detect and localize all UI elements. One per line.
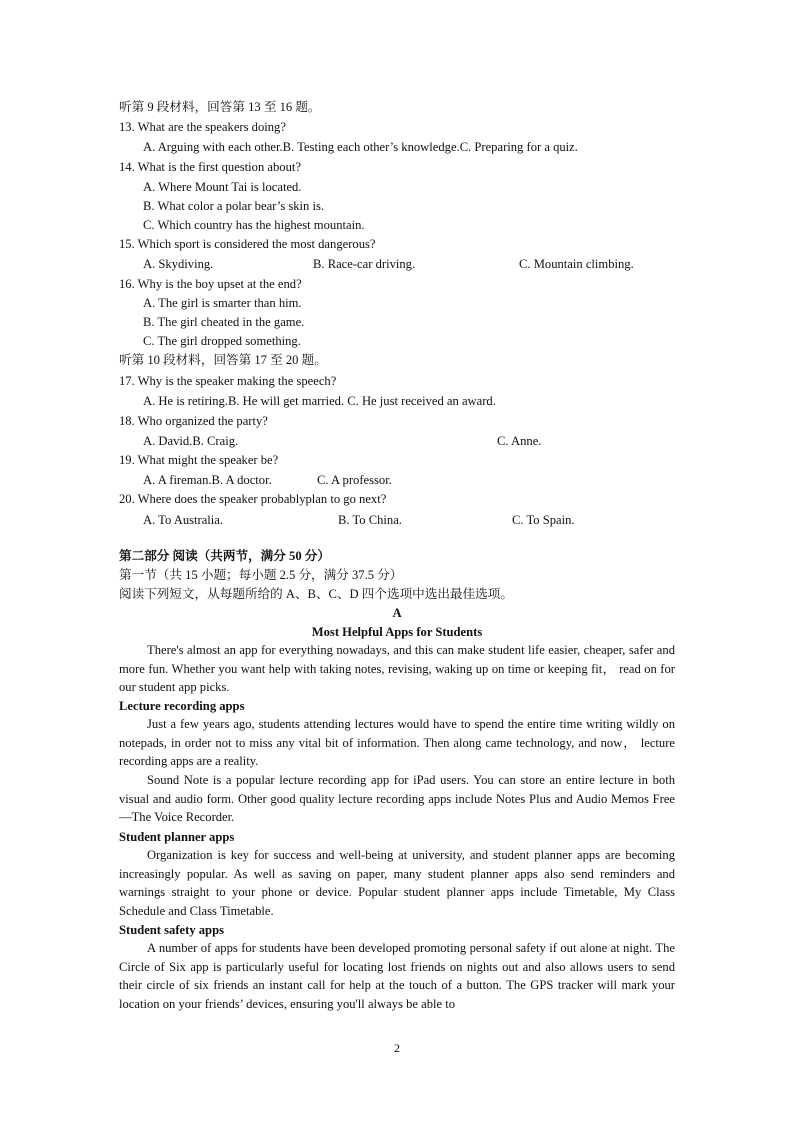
question-18-option-c: C. Anne. [497,434,542,448]
intro-text: There's almost an app for everything nowadays, and this can make student life easier, cheaper, safer and more fun. Whether you want help with taking notes, revising, waking up on time or keeping fit， read on for our student app picks. [119,643,675,695]
question-18-options-ab: A. David.B. Craig. [143,434,239,448]
paragraph-lecture-2 [119,771,675,827]
question-19-option-c: C. A professor. [317,473,392,487]
question-20-option-b: B. To China. [338,513,402,527]
question-19-options-ab: A. A fireman.B. A doctor. [143,473,272,487]
question-13-options: A. Arguing with each other.B. Testing each other’s knowledge.C. Preparing for a quiz. [143,140,578,154]
question-14-option-a: A. Where Mount Tai is located. [143,180,302,194]
question-16-option-b: B. The girl cheated in the game. [143,315,305,329]
question-15: 15. Which sport is considered the most dangerous? [119,237,376,251]
question-20: 20. Where does the speaker probablyplan to go next? [119,492,387,506]
question-16-option-c: C. The girl dropped something. [143,334,301,348]
question-17-options: A. He is retiring.B. He will get married. C. He just received an award. [143,394,496,408]
question-13: 13. What are the speakers doing? [119,120,286,134]
paragraph-lecture-1 [119,715,675,771]
question-20-option-c: C. To Spain. [512,513,575,527]
question-20-option-a: A. To Australia. [143,513,224,527]
question-15-option-c: C. Mountain climbing. [519,257,634,271]
section-10-heading: 听第 10 段材料，回答第 17 至 20 题。 [119,353,327,367]
reading-instructions: 阅读下列短文，从每题所给的 A、B、C、D 四个选项中选出最佳选项。 [119,587,513,601]
paragraph-safety [119,939,675,1013]
paragraph-lecture-1-text: Just a few years ago, students attending lectures would have to spend the entire time writing wildly on notepads, in order not to miss any vital bit of information. Then along came technology, and now， lecture recording apps are a reality. [119,717,675,769]
part-two-title: 第二部分 阅读（共两节，满分 50 分） [119,549,330,563]
section-9-heading: 听第 9 段材料，回答第 13 至 16 题。 [119,100,321,114]
heading-lecture-recording: Lecture recording apps [119,699,245,713]
page-number: 2 [394,1041,400,1055]
question-14: 14. What is the first question about? [119,160,301,174]
question-15-option-b: B. Race-car driving. [313,257,416,271]
paragraph-planner [119,846,675,920]
heading-student-planner: Student planner apps [119,830,235,844]
question-14-option-c: C. Which country has the highest mountain. [143,218,365,232]
question-17: 17. Why is the speaker making the speech? [119,374,337,388]
question-16: 16. Why is the boy upset at the end? [119,277,302,291]
passage-intro-paragraph [119,641,675,697]
question-19: 19. What might the speaker be? [119,453,279,467]
passage-title: Most Helpful Apps for Students [311,625,483,639]
paragraph-safety-text: A number of apps for students have been developed promoting personal safety if out alone at night. The Circle of Six app is particularly useful for locating lost friends on nights out and also allows users to send their circle of six friends an instant call for help at the touch of a button. The GPS tracker will mark your location on your friends’ devices, ensuring you'll always be able to [119,941,675,1011]
paragraph-planner-text: Organization is key for success and well-being at university, and student planner apps are becoming increasingly popular. As well as saving on paper, many student planner apps also send reminders and warnings straight to your phone or device. Popular student planner apps include Timetable, My Class Schedule and Class Timetable. [119,848,675,918]
heading-student-safety: Student safety apps [119,923,224,937]
question-14-option-b: B. What color a polar bear’s skin is. [143,199,325,213]
question-18: 18. Who organized the party? [119,414,268,428]
passage-letter: A [392,606,402,620]
paragraph-lecture-2-text: Sound Note is a popular lecture recording app for iPad users. You can store an entire lecture in both visual and audio form. Other good quality lecture recording apps include Notes Plus and Audio Memos Free—The Voice Recorder. [119,773,675,825]
question-16-option-a: A. The girl is smarter than him. [143,296,302,310]
section-one-title: 第一节（共 15 小题；每小题 2.5 分，满分 37.5 分） [119,568,403,582]
question-15-option-a: A. Skydiving. [143,257,214,271]
